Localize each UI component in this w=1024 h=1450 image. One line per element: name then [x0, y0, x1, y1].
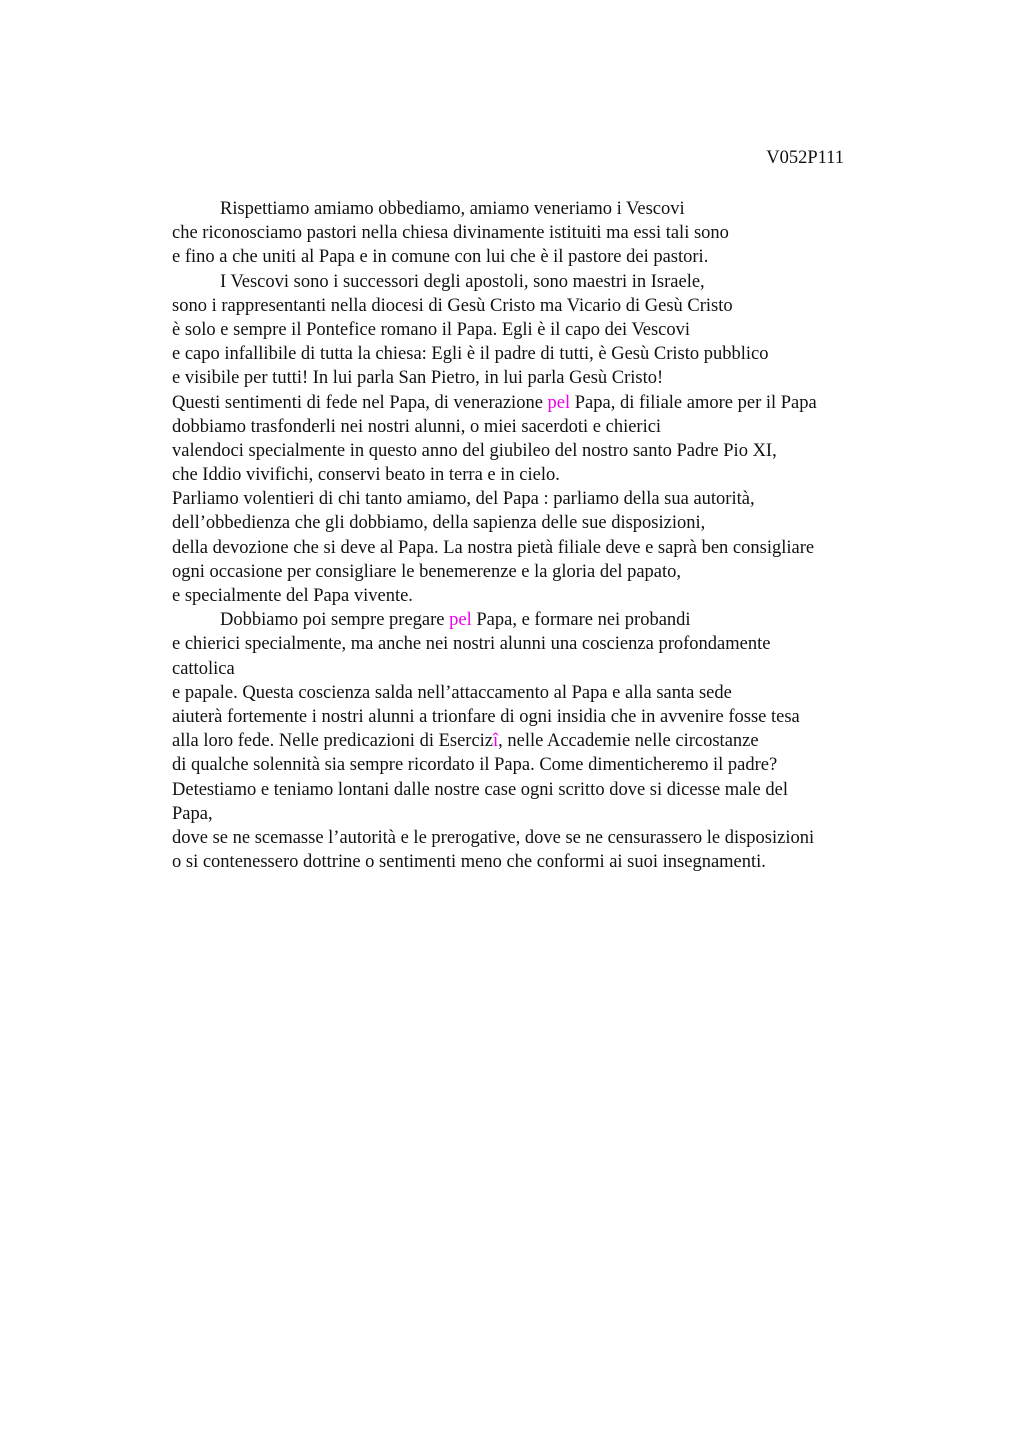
- text-line: e specialmente del Papa vivente.: [172, 586, 413, 606]
- text-line: I Vescovi sono i successori degli apostoli, sono maestri in Israele,: [220, 271, 705, 292]
- text-segment: alla loro fede. Nelle predicazioni di Eserciz: [172, 731, 494, 752]
- text-line: dobbiamo trasfonderli nei nostri alunni, o miei sacerdoti e chierici: [172, 416, 662, 437]
- text-line: che Iddio vivifichi, conservi beato in terra e in cielo.: [172, 465, 560, 486]
- text-line: e fino a che uniti al Papa e in comune con lui che è il pastore dei pastori.: [172, 247, 709, 268]
- text-line: [172, 729, 902, 753]
- text-line: Parliamo volentieri di chi tanto amiamo, del Papa : parliamo della sua autorità,: [172, 489, 755, 510]
- page-identifier: V052P111: [766, 148, 844, 168]
- text-segment: Questi sentimenti di fede nel Papa, di venerazione: [172, 392, 548, 413]
- text-segment: Papa, di filiale amore per il Papa: [570, 392, 817, 413]
- text-line: dell’obbedienza che gli dobbiamo, della sapienza delle sue disposizioni,: [172, 513, 706, 534]
- highlighted-character: î: [493, 731, 499, 752]
- text-line: della devozione che si deve al Papa. La nostra pietà filiale deve e saprà ben consigliare: [172, 537, 815, 558]
- text-line: è solo e sempre il Pontefice romano il Papa. Egli è il capo dei Vescovi: [172, 319, 691, 340]
- document-body: [172, 197, 902, 874]
- text-line: e chierici specialmente, ma anche nei nostri alunni una coscienza profondamente: [172, 634, 771, 655]
- text-line: valendoci specialmente in questo anno del giubileo del nostro santo Padre Pio XI,: [172, 440, 777, 461]
- text-line: sono i rappresentanti nella diocesi di Gesù Cristo ma Vicario di Gesù Cristo: [172, 295, 733, 316]
- text-segment: Dobbiamo poi sempre pregare: [220, 610, 450, 631]
- text-segment: Papa, e formare nei probandi: [471, 610, 691, 631]
- text-line: Papa,: [172, 803, 213, 824]
- highlighted-word: pel: [449, 610, 472, 631]
- text-line: che riconosciamo pastori nella chiesa divinamente istituiti ma essi tali sono: [172, 223, 729, 244]
- text-line: dove se ne scemasse l’autorità e le prerogative, dove se ne censurassero le disposizioni: [172, 827, 815, 848]
- text-segment: , nelle Accademie nelle circostanze: [498, 731, 759, 752]
- text-line: Detestiamo e teniamo lontani dalle nostre case ogni scritto dove si dicesse male del: [172, 779, 788, 800]
- text-line: di qualche solennità sia sempre ricordato il Papa. Come dimenticheremo il padre?: [172, 755, 778, 776]
- text-line: o si contenessero dottrine o sentimenti meno che conformi ai suoi insegnamenti.: [172, 852, 766, 873]
- text-line: Rispettiamo amiamo obbediamo, amiamo veneriamo i Vescovi: [220, 199, 685, 219]
- text-line: aiuterà fortemente i nostri alunni a trionfare di ogni insidia che in avvenire fosse tesa: [172, 706, 800, 727]
- text-line: e visibile per tutti! In lui parla San Pietro, in lui parla Gesù Cristo!: [172, 368, 664, 389]
- highlighted-word: pel: [547, 392, 571, 413]
- text-line: e papale. Questa coscienza salda nell’attaccamento al Papa e alla santa sede: [172, 682, 732, 703]
- text-line: e capo infallibile di tutta la chiesa: Egli è il padre di tutti, è Gesù Cristo pubblico: [172, 344, 769, 365]
- text-line: [172, 391, 902, 415]
- text-line: cattolica: [172, 658, 235, 679]
- text-line: [172, 608, 902, 632]
- text-line: ogni occasione per consigliare le benemerenze e la gloria del papato,: [172, 561, 682, 582]
